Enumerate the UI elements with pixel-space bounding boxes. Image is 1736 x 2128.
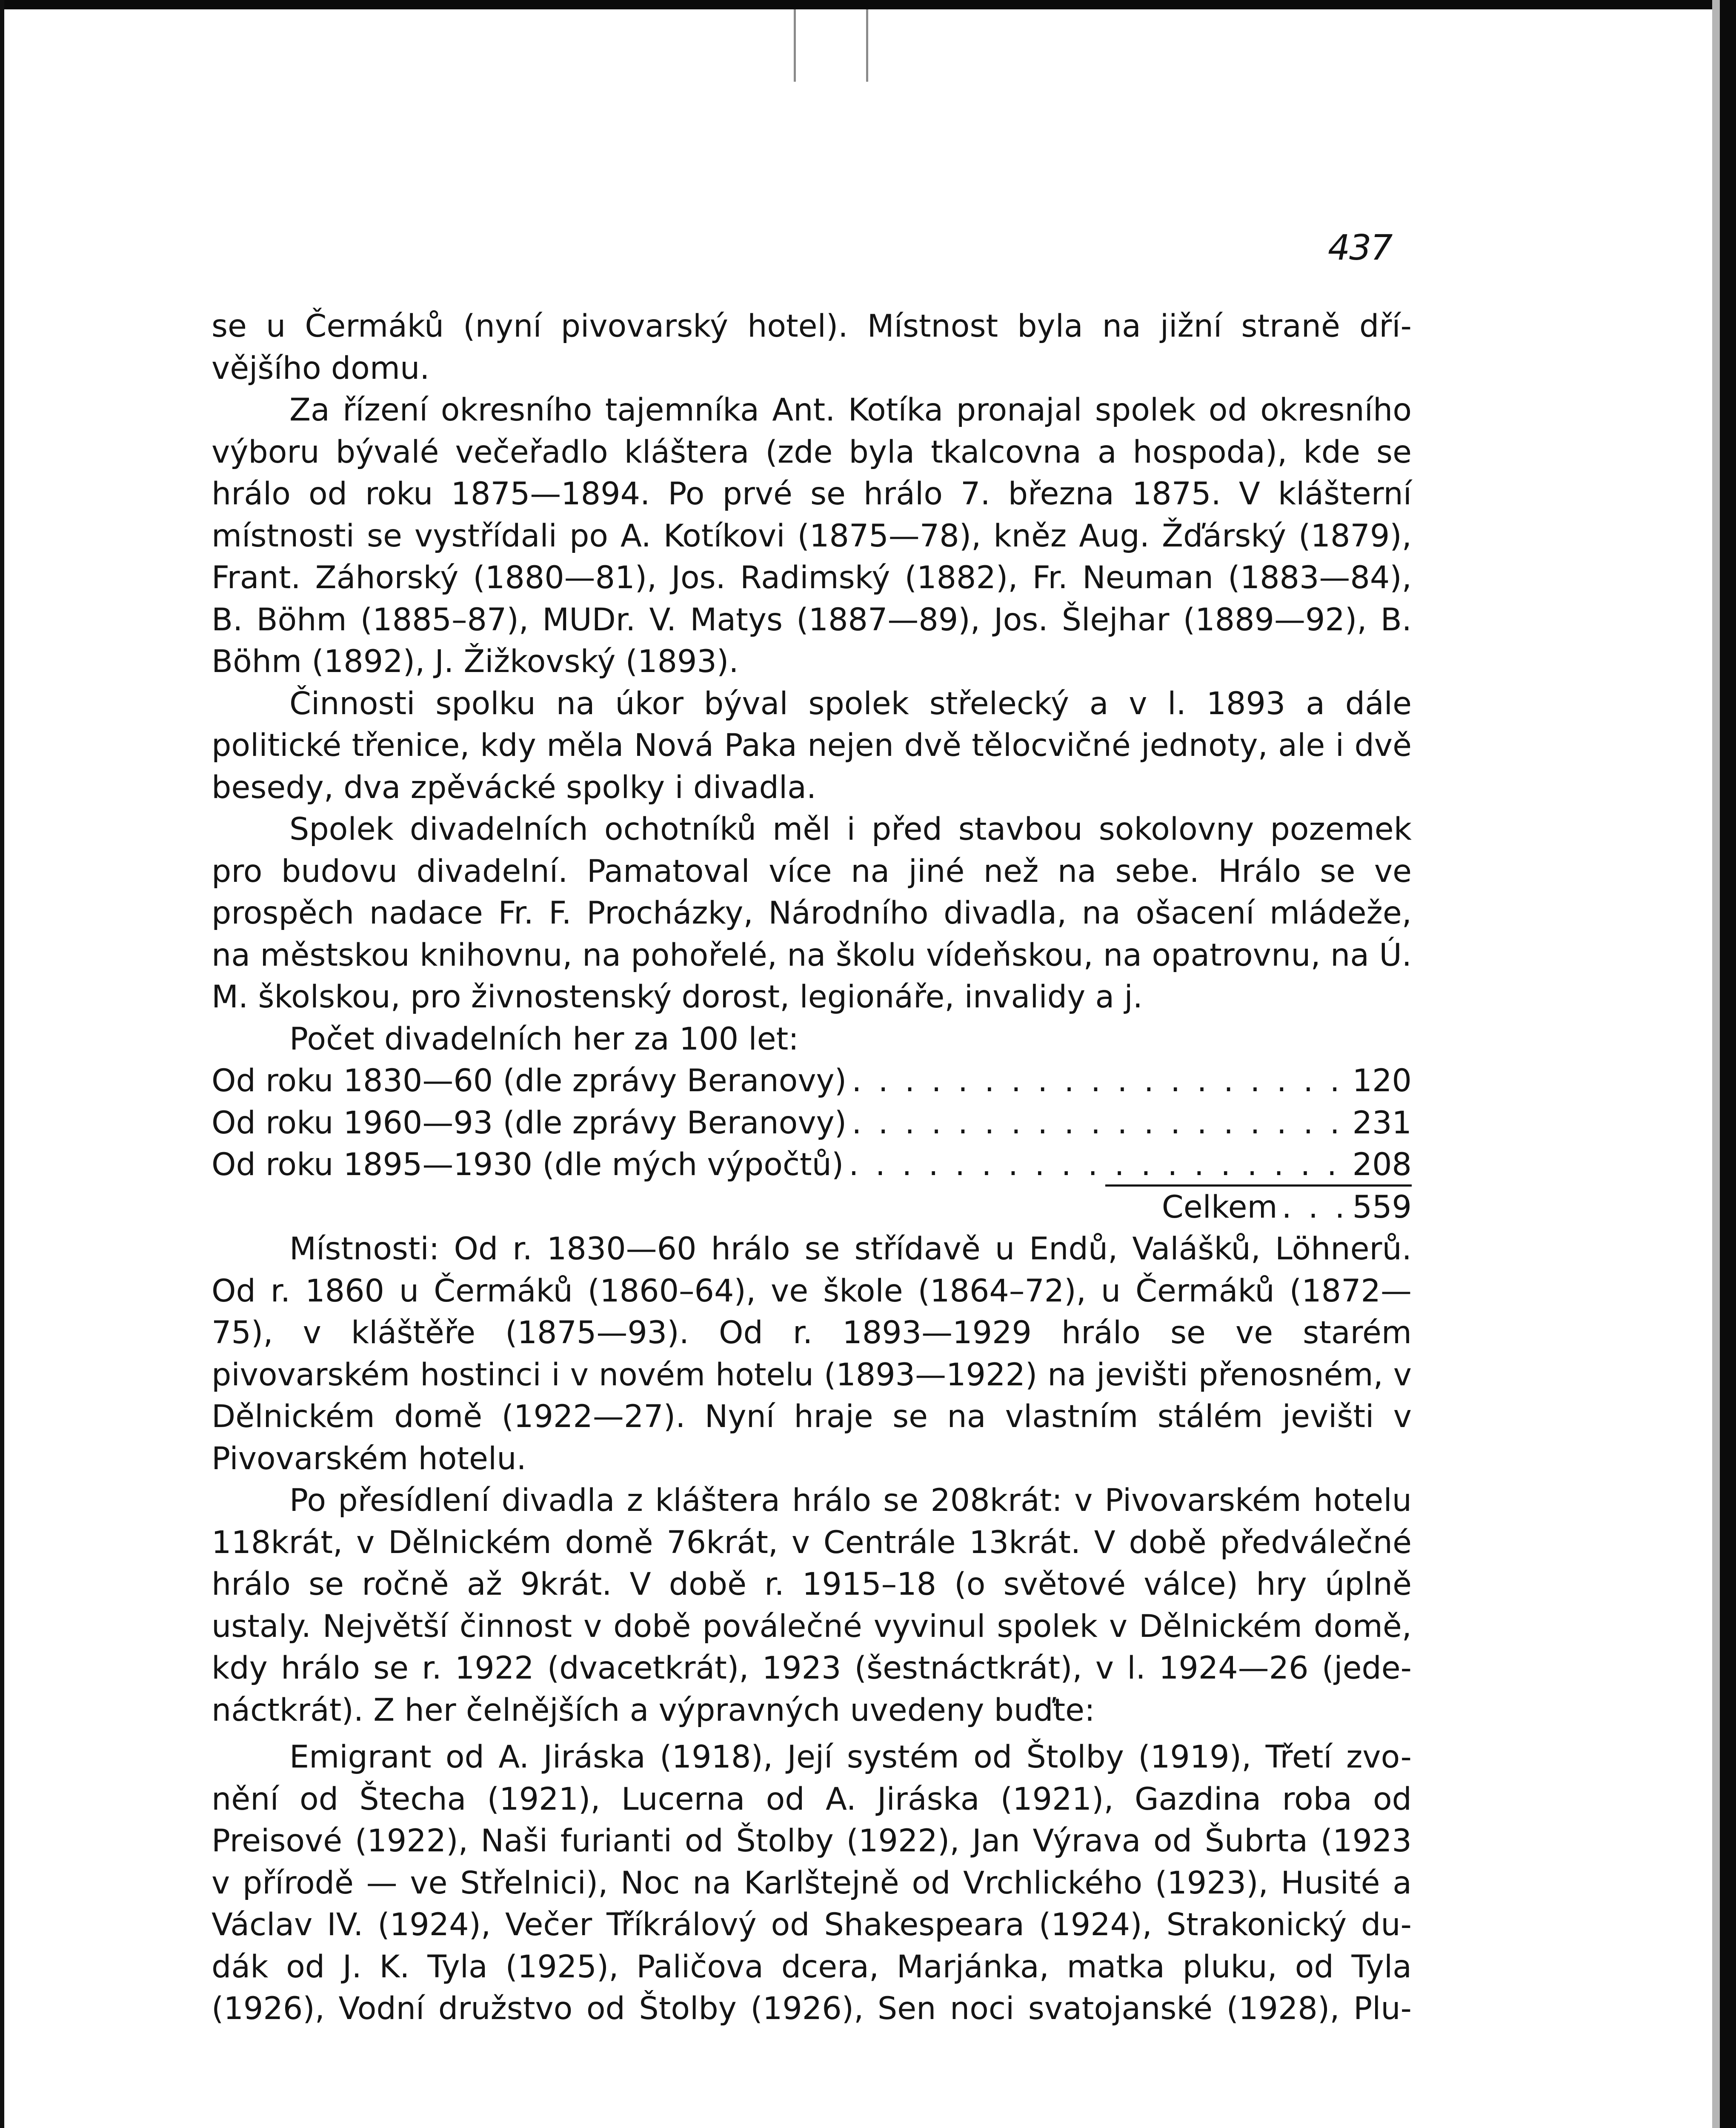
- paragraph: Činnosti spolku na úkor býval spolek střelecký a v l. 1893 a dále politické třenice, kdy měla Nová Paka nejen dvě tělocvičné jednoty, ale i dvě besedy, dva zpěvácké spolky i divadla.: [212, 685, 1412, 806]
- paragraph: Spolek divadelních ochotníků měl i před stavbou sokolovny pozemek pro budovu divadelní. Pamatoval více na jiné než na sebe. Hrálo se ve prospěch nadace Fr. F. Procházky, Národního divadla, na ošacení mládeže, na městskou knihovnu, na pohořelé, na školu vídeňskou, na opatrovnu, na Ú. M. školskou, pro živnostenský dorost, legionáře, invalidy a j.: [212, 811, 1412, 1015]
- text-line: dák od J. K. Tyla (1925), Paličova dcera, Marjánka, matka pluku, od Tyla: [212, 1948, 1412, 1985]
- scan-fold-mark: [794, 9, 796, 82]
- scan-fold-mark: [866, 9, 868, 82]
- tally-total-value: 559: [1352, 1189, 1412, 1225]
- leader-dots: [852, 1060, 1347, 1102]
- text-line: nění od Štecha (1921), Lucerna od A. Jiráska (1921), Gazdina roba od: [212, 1781, 1412, 1817]
- paragraph: se u Čermáků (nyní pivovarský hotel). Místnost byla na jižní straně dří-vějšího domu.: [212, 308, 1412, 386]
- text-line: (1926), Vodní družstvo od Štolby (1926), Sen noci svatojanské (1928), Plu-: [212, 1991, 1412, 2027]
- leader-dots: . . .: [1281, 1189, 1348, 1225]
- scan-border-left: [0, 0, 4, 2128]
- tally-row-label: Od roku 1830—60 (dle zprávy Beranovy): [212, 1063, 847, 1099]
- scan-border-right: [1720, 0, 1736, 2128]
- leader-dots: [852, 1102, 1347, 1144]
- tally-row-value: 120: [1352, 1063, 1412, 1099]
- paragraph: Za řízení okresního tajemníka Ant. Kotíka pronajal spolek od okresního výboru bývalé večeřadlo kláštera (zde byla tkalcovna a hospoda), kde se hrálo od roku 1875—1894. Po prvé se hrálo 7. března 1875. V klášterní místnosti se vystřídali po A. Kotíkovi (1875—78), kněz Aug. Žďárský (1879), Frant. Záhorský (1880—81), Jos. Radimský (1882), Fr. Neuman (1883—84), B. Böhm (1885–87), MUDr. V. Matys (1887—89), Jos. Šlejhar (1889—92), B. Böhm (1892), J. Žižkovský (1893).: [212, 392, 1412, 680]
- tally-row: [212, 1102, 1412, 1144]
- tally-row-value: 231: [1352, 1104, 1412, 1141]
- scan-border-right-shade: [1712, 0, 1720, 2128]
- tally-total: [212, 1187, 1412, 1229]
- tally-row: [212, 1060, 1412, 1102]
- tally-total-label: Celkem: [1161, 1189, 1278, 1225]
- page-number: 437: [1328, 228, 1392, 268]
- text-line: Václav IV. (1924), Večer Tříkrálový od Shakespeara (1924), Strakonický du-: [212, 1907, 1412, 1943]
- paragraph: Místnosti: Od r. 1830—60 hrálo se střídavě u Endů, Valášků, Löhnerů. Od r. 1860 u Čermáků (1860–64), ve škole (1864–72), u Čermáků (1872—75), v kláštěře (1875—93). Od r. 1893—1929 hrálo se ve starém pivovarském hostinci i v novém hotelu (1893—1922) na jevišti přenosném, v Dělnickém domě (1922—27). Nyní hraje se na vlastním stálém jevišti v Pivovarském hotelu.: [212, 1231, 1412, 1477]
- text-line: Emigrant od A. Jiráska (1918), Její systém od Štolby (1919), Třetí zvo-: [289, 1739, 1412, 1775]
- page-body: [212, 306, 1412, 2030]
- tally-row: [212, 1144, 1412, 1186]
- plays-paragraph: [212, 1736, 1412, 2030]
- paragraph: Po přesídlení divadla z kláštera hrálo se 208krát: v Pivovarském hotelu 118krát, v Dělnickém domě 76krát, v Centrále 13krát. V době předválečné hrálo se ročně až 9krát. V době r. 1915–18 (o světové válce) hry úplně ustaly. Největší činnost v době poválečné vyvinul spolek v Dělnickém domě, kdy hrálo se r. 1922 (dvacetkrát), 1923 (šestnáctkrát), v l. 1924—26 (jede-náctkrát). Z her čelnějších a výpravných uvedeny buďte:: [212, 1482, 1412, 1728]
- tally-intro: Počet divadelních her za 100 let:: [289, 1021, 799, 1057]
- text-line: Preisové (1922), Naši furianti od Štolby (1922), Jan Výrava od Šubrta (1923: [212, 1823, 1412, 1859]
- tally-row-value: 208: [1352, 1147, 1412, 1183]
- tally-list: [212, 1060, 1412, 1228]
- tally-row-label: Od roku 1895—1930 (dle mých výpočtů): [212, 1147, 844, 1183]
- tally-row-label: Od roku 1960—93 (dle zprávy Beranovy): [212, 1104, 847, 1141]
- scan-border-top: [0, 0, 1736, 9]
- leader-dots: [849, 1144, 1347, 1186]
- text-line: v přírodě — ve Střelnici), Noc na Karlštejně od Vrchlického (1923), Husité a: [212, 1865, 1412, 1901]
